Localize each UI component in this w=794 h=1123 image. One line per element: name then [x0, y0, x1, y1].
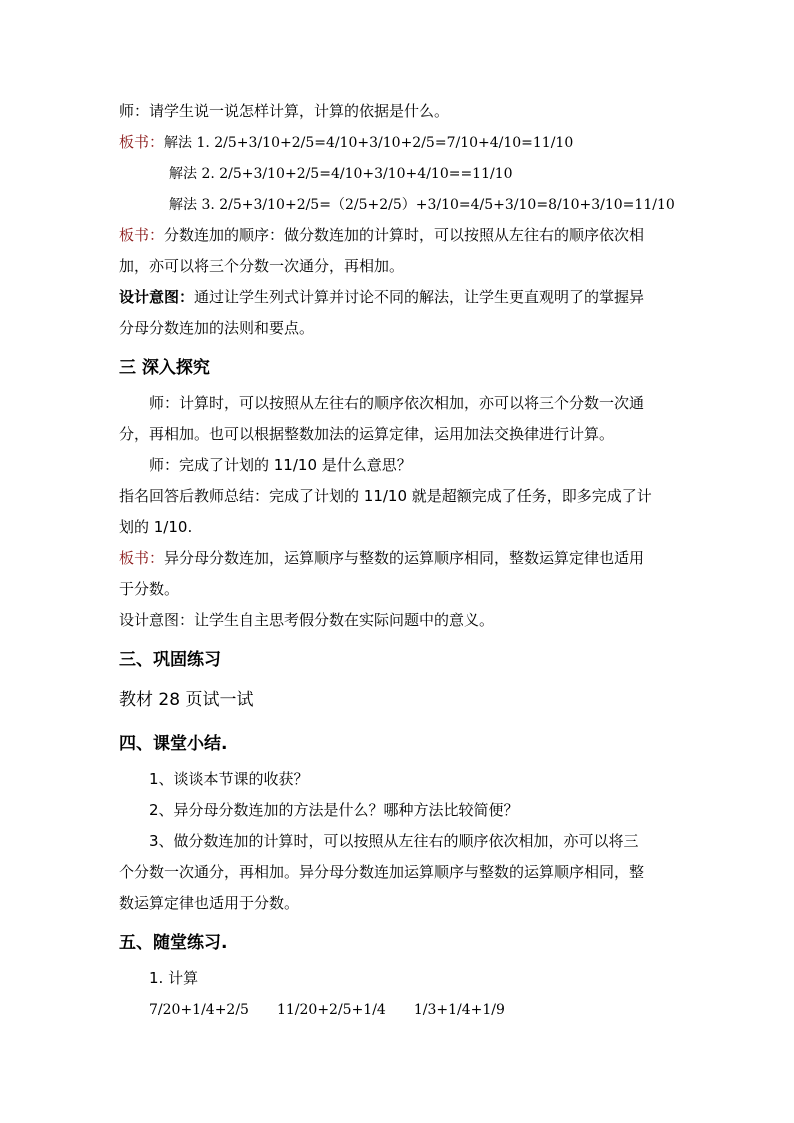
exercise-subheading: 1. 计算 [149, 969, 199, 987]
section-heading-summary: 四、课堂小结. [119, 734, 228, 754]
section-heading-practice: 三、巩固练习 [119, 650, 221, 670]
board-solution-2: 解法 2. 2/5+3/10+2/5=4/10+3/10+4/10==11/10 [169, 166, 513, 182]
design-intent-label: 设计意图： [119, 288, 195, 306]
teacher-question: 师：请学生说一说怎样计算，计算的依据是什么。 [119, 102, 450, 120]
section-heading-exercise: 五、随堂练习. [119, 933, 228, 953]
board-label: 板书： [119, 133, 165, 151]
summary-item-3-cont: 个分数一次通分，再相加。异分母分数连加运算顺序与整数的运算顺序相同，整 [119, 863, 645, 881]
exercise-problem-1: 7/20+1/4+2/5 [149, 1002, 249, 1018]
board-rule-cont: 于分数。 [119, 580, 180, 598]
exercise-problem-2: 11/20+2/5+1/4 [276, 1002, 386, 1018]
board-order-rule: 板书：分数连加的顺序：做分数连加的计算时，可以按照从左往右的顺序依次相 [119, 226, 645, 244]
summary-item-1: 1、谈谈本节课的收获？ [149, 770, 309, 788]
practice-text: 教材 28 页试一试 [119, 690, 254, 710]
document-page [119, 96, 679, 1025]
design-intent-1: 设计意图：通过让学生列式计算并讨论不同的解法，让学生更直观明了的掌握异 [119, 288, 645, 306]
exercise-problem-3: 1/3+1/4+1/9 [413, 1002, 505, 1018]
board-label: 板书： [119, 226, 165, 244]
design-intent-1-cont: 分母分数连加的法则和要点。 [119, 319, 315, 337]
summary-item-3-cont2: 数运算定律也适用于分数。 [119, 894, 300, 912]
deep-question: 师：完成了计划的 11/10 是什么意思？ [149, 456, 412, 474]
board-rule: 板书：异分母分数连加，运算顺序与整数的运算顺序相同，整数运算定律也适用 [119, 549, 645, 567]
summary-item-2: 2、异分母分数连加的方法是什么？哪种方法比较简便？ [149, 801, 519, 819]
board-solution-1: 板书：解法 1. 2/5+3/10+2/5=4/10+3/10+2/5=7/10+4/10=11/10 [119, 133, 574, 151]
deep-paragraph: 师：计算时，可以按照从左往右的顺序依次相加，亦可以将三个分数一次通 [149, 394, 645, 412]
exercise-problems [119, 994, 679, 1025]
board-order-rule-cont: 加，亦可以将三个分数一次通分，再相加。 [119, 257, 405, 275]
deep-paragraph-cont: 分，再相加。也可以根据整数加法的运算定律，运用加法交换律进行计算。 [119, 425, 615, 443]
summary-item-3: 3、做分数连加的计算时，可以按照从左往右的顺序依次相加，亦可以将三 [149, 832, 639, 850]
design-intent-2: 设计意图：让学生自主思考假分数在实际问题中的意义。 [119, 611, 495, 629]
section-heading-deep-inquiry: 三 深入探究 [119, 358, 210, 378]
board-solution-3: 解法 3. 2/5+3/10+2/5=（2/5+2/5）+3/10=4/5+3/10=8/10+3/10=11/10 [169, 197, 675, 213]
board-label: 板书： [119, 549, 165, 567]
deep-summary: 指名回答后教师总结：完成了计划的 11/10 就是超额完成了任务，即多完成了计 [119, 487, 652, 505]
deep-summary-cont: 划的 1/10. [119, 518, 193, 536]
